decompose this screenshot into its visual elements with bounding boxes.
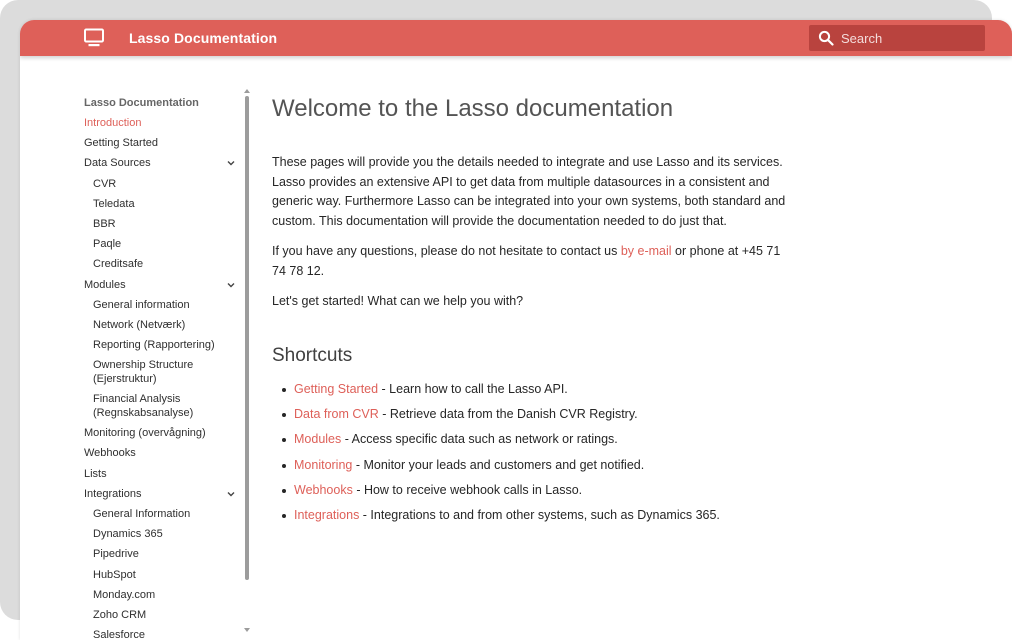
sidebar-item-monitoring[interactable]: Monitoring (overvågning) <box>84 427 206 439</box>
shortcut-item <box>294 483 582 497</box>
sidebar-scrollbar[interactable] <box>245 96 249 580</box>
sidebar-item-creditsafe[interactable]: Creditsafe <box>93 258 144 270</box>
bullet <box>282 514 286 518</box>
sidebar-item-getting-started[interactable]: Getting Started <box>84 137 158 149</box>
contact-paragraph <box>272 242 787 281</box>
sidebar-item-lists[interactable]: Lists <box>84 468 107 480</box>
bullet <box>282 489 286 493</box>
sidebar-section-title: Lasso Documentation <box>84 97 199 109</box>
shortcuts-heading: Shortcuts <box>272 345 353 366</box>
sidebar-item-bbr[interactable]: BBR <box>93 218 116 230</box>
contact-text-after: or phone at +45 71 74 78 12. <box>272 244 781 278</box>
sidebar-item-integrations-general[interactable]: General Information <box>93 508 191 520</box>
sidebar-nav <box>84 96 248 640</box>
sidebar-item-zoho-crm[interactable]: Zoho CRM <box>93 609 147 621</box>
sidebar-item-financial-analysis[interactable]: Financial Analysis <box>93 393 181 405</box>
site-title[interactable]: Lasso Documentation <box>129 30 278 46</box>
chevron-down-icon[interactable] <box>226 158 236 168</box>
get-started-paragraph: Let's get started! What can we help you with? <box>272 294 524 308</box>
monitor-icon[interactable] <box>83 27 105 49</box>
bullet <box>282 413 286 417</box>
contact-text-before: If you have any questions, please do not hesitate to contact us <box>272 244 621 258</box>
shortcut-item <box>294 432 618 446</box>
sidebar-item-network[interactable]: Network (Netværk) <box>93 319 186 331</box>
intro-paragraph: These pages will provide you the details needed to integrate and use Lasso and its services. Lasso provides an extensive API to get data from multiple datasources in a consistent and generic way. Furthermore Lasso can be integrated into your own systems, both standard and custom. This documentation will provide the documentation needed to do just that. <box>272 155 786 228</box>
sidebar-item-ownership-structure-cont[interactable]: (Ejerstruktur) <box>93 373 157 385</box>
sidebar-item-financial-analysis-cont[interactable]: (Regnskabsanalyse) <box>93 407 194 419</box>
sidebar-item-hubspot[interactable]: HubSpot <box>93 569 136 581</box>
shortcut-description: - Retrieve data from the Danish CVR Registry. <box>378 407 638 421</box>
email-link[interactable]: by e-mail <box>620 244 672 258</box>
bullet <box>282 438 286 442</box>
shortcut-item <box>294 458 644 472</box>
shortcut-description: - Integrations to and from other systems, such as Dynamics 365. <box>359 508 720 522</box>
sidebar-item-reporting[interactable]: Reporting (Rapportering) <box>93 339 215 351</box>
sidebar-item-salesforce[interactable]: Salesforce <box>93 629 145 640</box>
sidebar-item-teledata[interactable]: Teledata <box>93 198 135 210</box>
shortcut-description: - Learn how to call the Lasso API. <box>378 382 568 396</box>
shortcut-link-webhooks[interactable]: Webhooks <box>294 483 353 497</box>
main-content <box>272 20 792 640</box>
scroll-down-arrow-icon[interactable] <box>243 627 251 633</box>
shortcut-link-modules[interactable]: Modules <box>294 432 342 446</box>
shortcut-item <box>294 382 568 396</box>
sidebar-item-webhooks[interactable]: Webhooks <box>84 447 136 459</box>
shortcut-item <box>294 407 638 421</box>
search-icon <box>818 30 834 46</box>
sidebar-item-integrations[interactable]: Integrations <box>84 488 142 500</box>
shortcut-link-data-from-cvr[interactable]: Data from CVR <box>294 407 379 421</box>
sidebar-item-introduction[interactable]: Introduction <box>84 117 142 129</box>
shortcut-description: - How to receive webhook calls in Lasso. <box>352 483 583 497</box>
sidebar-item-data-sources[interactable]: Data Sources <box>84 157 151 169</box>
scroll-up-arrow-icon[interactable] <box>243 88 251 94</box>
sidebar-item-dynamics-365[interactable]: Dynamics 365 <box>93 528 163 540</box>
chevron-down-icon[interactable] <box>226 280 236 290</box>
sidebar-item-cvr[interactable]: CVR <box>93 178 117 190</box>
search-input[interactable] <box>841 25 981 51</box>
search-box[interactable] <box>809 25 985 51</box>
sidebar-item-general-information[interactable]: General information <box>93 299 190 311</box>
shortcut-description: - Access specific data such as network or ratings. <box>341 432 618 446</box>
sidebar-item-modules[interactable]: Modules <box>84 279 126 291</box>
bullet <box>282 464 286 468</box>
sidebar-item-paqle[interactable]: Paqle <box>93 238 122 250</box>
chevron-down-icon[interactable] <box>226 489 236 499</box>
bullet <box>282 388 286 392</box>
shortcut-description: - Monitor your leads and customers and get notified. <box>352 458 645 472</box>
sidebar-item-ownership-structure[interactable]: Ownership Structure <box>93 359 194 371</box>
shortcut-link-integrations[interactable]: Integrations <box>294 508 360 522</box>
shortcut-link-getting-started[interactable]: Getting Started <box>294 382 379 396</box>
page-title: Welcome to the Lasso documentation <box>272 95 674 122</box>
sidebar-item-monday[interactable]: Monday.com <box>93 589 156 601</box>
sidebar-item-pipedrive[interactable]: Pipedrive <box>93 548 139 560</box>
shortcut-item <box>294 508 720 522</box>
browser-window <box>20 20 1012 640</box>
shortcut-link-monitoring[interactable]: Monitoring <box>294 458 353 472</box>
